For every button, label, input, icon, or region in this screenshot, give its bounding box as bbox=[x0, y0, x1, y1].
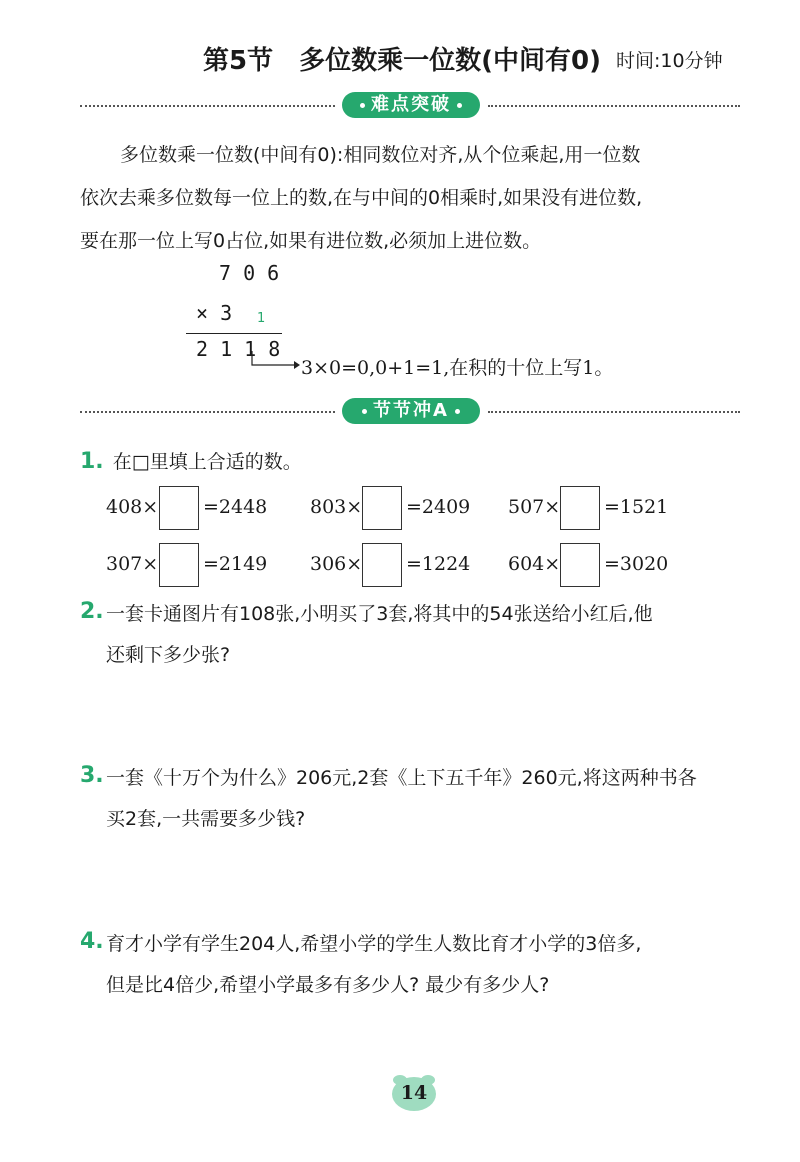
question-number: 2. bbox=[80, 599, 104, 624]
dot-icon bbox=[455, 409, 460, 414]
explanation-line: 要在那一位上写0占位,如果有进位数,必须加上进位数。 bbox=[80, 230, 542, 252]
dotted-divider bbox=[488, 105, 740, 107]
question-text: 一套卡通图片有108张,小明买了3套,将其中的54张送给小红后,他 bbox=[106, 603, 653, 625]
explanation bbox=[80, 134, 740, 263]
dotted-divider bbox=[80, 105, 335, 107]
section-banner-practice bbox=[80, 396, 740, 426]
answer-box[interactable] bbox=[159, 486, 199, 530]
section-label: 节节冲A bbox=[342, 398, 480, 424]
time-limit: 时间:10分钟 bbox=[616, 50, 723, 72]
multiplier: × 3 bbox=[196, 301, 233, 325]
question-text: 一套《十万个为什么》206元,2套《上下五千年》260元,将这两种书各 bbox=[106, 767, 697, 789]
product: 2 1 1 8 bbox=[196, 337, 281, 361]
arrow-icon bbox=[250, 350, 300, 372]
answer-box[interactable] bbox=[159, 543, 199, 587]
question-text: 还剩下多少张? bbox=[106, 644, 231, 666]
dotted-divider bbox=[80, 411, 335, 413]
answer-box[interactable] bbox=[560, 486, 600, 530]
question-text: 买2套,一共需要多少钱? bbox=[106, 808, 306, 830]
dot-icon bbox=[360, 103, 365, 108]
question-1 bbox=[80, 442, 740, 482]
carry-digit: 1 bbox=[257, 311, 266, 326]
calc-rule bbox=[186, 333, 282, 334]
dot-icon bbox=[362, 409, 367, 414]
question-number: 1. bbox=[80, 449, 104, 474]
worked-example bbox=[0, 255, 800, 385]
multiplicand: 7 0 6 bbox=[219, 261, 280, 285]
page-number: 14 bbox=[400, 1082, 428, 1104]
answer-box[interactable] bbox=[362, 486, 402, 530]
question-text: 育才小学有学生204人,希望小学的学生人数比育才小学的3倍多, bbox=[106, 933, 642, 955]
dot-icon bbox=[457, 103, 462, 108]
page-title: 第5节 多位数乘一位数(中间有0) bbox=[203, 46, 601, 76]
answer-box[interactable] bbox=[560, 543, 600, 587]
question-text: 在□里填上合适的数。 bbox=[112, 451, 302, 473]
explanation-line: 多位数乘一位数(中间有0):相同数位对齐,从个位乘起,用一位数 bbox=[120, 144, 641, 166]
page-header bbox=[0, 38, 800, 78]
question-number: 4. bbox=[80, 929, 104, 954]
section-label: 难点突破 bbox=[342, 92, 480, 118]
question-text: 但是比4倍少,希望小学最多有多少人? 最少有多少人? bbox=[106, 974, 550, 996]
explanation-line: 依次去乘多位数每一位上的数,在与中间的0相乘时,如果没有进位数, bbox=[80, 187, 643, 209]
question-number: 3. bbox=[80, 763, 104, 788]
example-note: 3×0=0,0+1=1,在积的十位上写1。 bbox=[301, 357, 614, 379]
page-number-badge bbox=[390, 1072, 438, 1112]
section-banner-difficulty bbox=[80, 90, 740, 120]
dotted-divider bbox=[488, 411, 740, 413]
answer-box[interactable] bbox=[362, 543, 402, 587]
